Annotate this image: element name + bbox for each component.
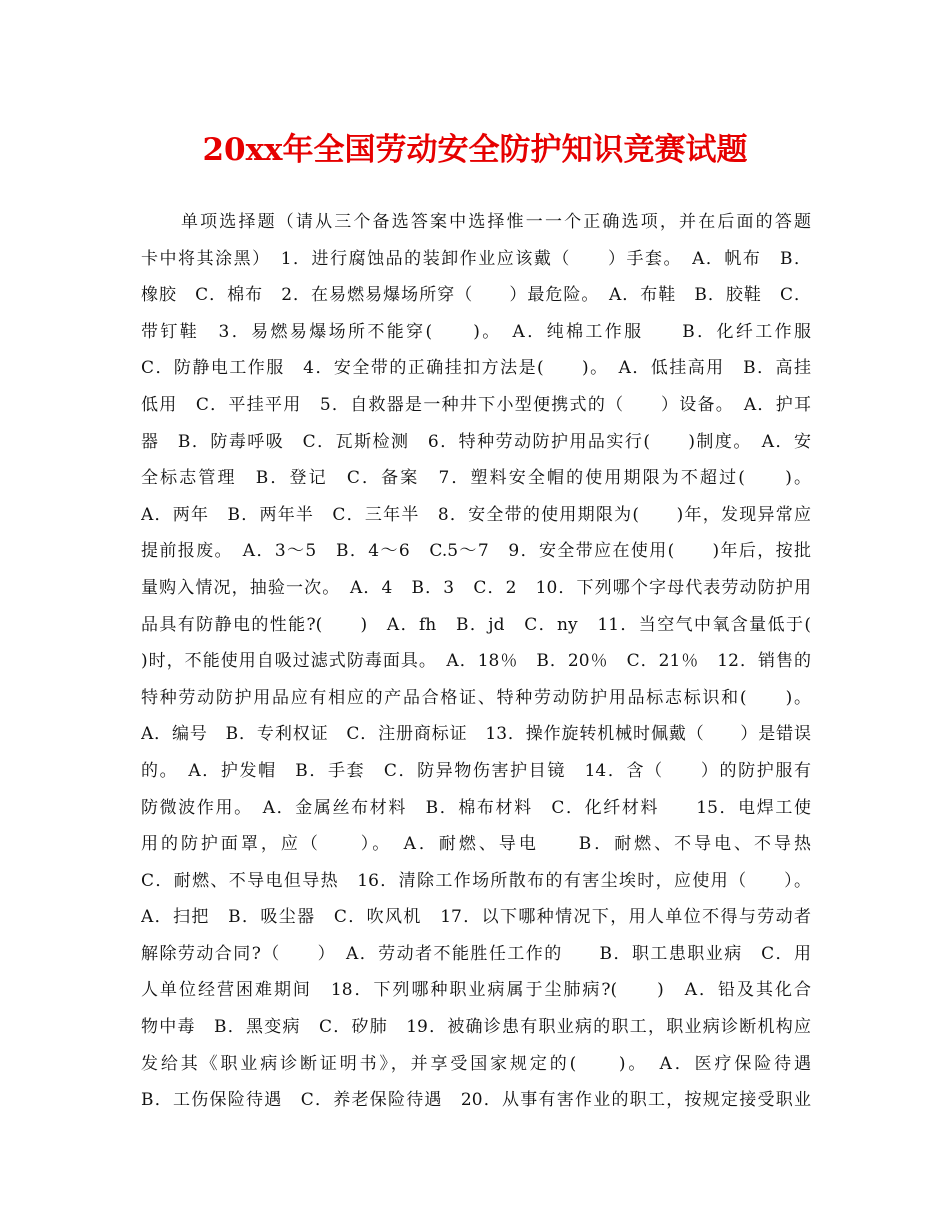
body-line: 单项选择题（请从三个备选答案中选择惟一一个正确选项，并在后面的答题 [181,212,811,232]
body-line: 物中毒 B．黑变病 C．矽肺 19．被确诊患有职业病的职工，职业病诊断机构应 [141,1017,811,1038]
body-line: C．防静电工作服 4．安全带的正确挂扣方法是( )。 A．低挂高用 B．高挂 [141,358,811,379]
body-line: 低用 C．平挂平用 5．自救器是一种井下小型便携式的（ ）设备。 A．护耳 [141,394,811,415]
body-line: 的。 A．护发帽 B．手套 C．防异物伤害护目镜 14．含（ ）的防护服有 [141,760,811,781]
body-line: C．耐燃、不导电但导热 16．清除工作场所散布的有害尘埃时，应使用（ ）。 [141,870,811,891]
body-line: A．扫把 B．吸尘器 C．吹风机 17．以下哪种情况下，用人单位不得与劳动者 [141,907,811,928]
body-line: 器 B．防毒呼吸 C．瓦斯检测 6．特种劳动防护用品实行( )制度。 A．安 [141,431,811,452]
body-line: 全标志管理 B．登记 C．备案 7．塑料安全帽的使用期限为不超过( )。 [141,468,811,489]
body-line: 带钉鞋 3．易燃易爆场所不能穿( )。 A．纯棉工作服 B．化纤工作服 [141,321,811,342]
body-line: A．编号 B．专利权证 C．注册商标证 13．操作旋转机械时佩戴（ ）是错误 [141,724,811,745]
body-line: B．工伤保险待遇 C．养老保险待遇 20．从事有害作业的职工，按规定接受职业 [141,1090,811,1111]
document-body [141,204,811,1119]
body-line: 提前报废。 A．3～5 B．4～6 C.5～7 9．安全带应在使用( )年后，按批 [141,541,811,562]
body-line: 解除劳动合同?（ ） A．劳动者不能胜任工作的 B．职工患职业病 C．用 [141,943,811,964]
document-title: 20xx年全国劳动安全防护知识竞赛试题 [202,132,748,168]
body-line: 量购入情况，抽验一次。 A．4 B．3 C．2 10．下列哪个字母代表劳动防护用 [141,577,811,598]
body-line: 人单位经营困难期间 18．下列哪种职业病属于尘肺病?( ) A．铅及其化合 [141,980,811,1001]
body-line: 卡中将其涂黑） 1．进行腐蚀品的装卸作业应该戴（ ）手套。 A．帆布 B． [141,248,811,269]
body-line: )时，不能使用自吸过滤式防毒面具。 A．18％ B．20％ C．21％ 12．销售的 [141,651,811,672]
body-line: 特种劳动防护用品应有相应的产品合格证、特种劳动防护用品标志标识和( )。 [141,687,811,708]
body-line: A．两年 B．两年半 C．三年半 8．安全带的使用期限为( )年，发现异常应 [141,504,811,525]
body-line: 防微波作用。 A．金属丝布材料 B．棉布材料 C．化纤材料 15．电焊工使 [141,797,811,818]
body-line: 品具有防静电的性能?( ) A．fh B．jd C．ny 11．当空气中氧含量低于( [141,614,811,635]
body-line: 用的防护面罩，应（ ）。 A．耐燃、导电 B．耐燃、不导电、不导热 [141,834,811,855]
body-line: 橡胶 C．棉布 2．在易燃易爆场所穿（ ）最危险。 A．布鞋 B．胶鞋 C． [141,285,811,306]
body-line: 发给其《职业病诊断证明书》，并享受国家规定的( )。 A．医疗保险待遇 [141,1053,811,1074]
